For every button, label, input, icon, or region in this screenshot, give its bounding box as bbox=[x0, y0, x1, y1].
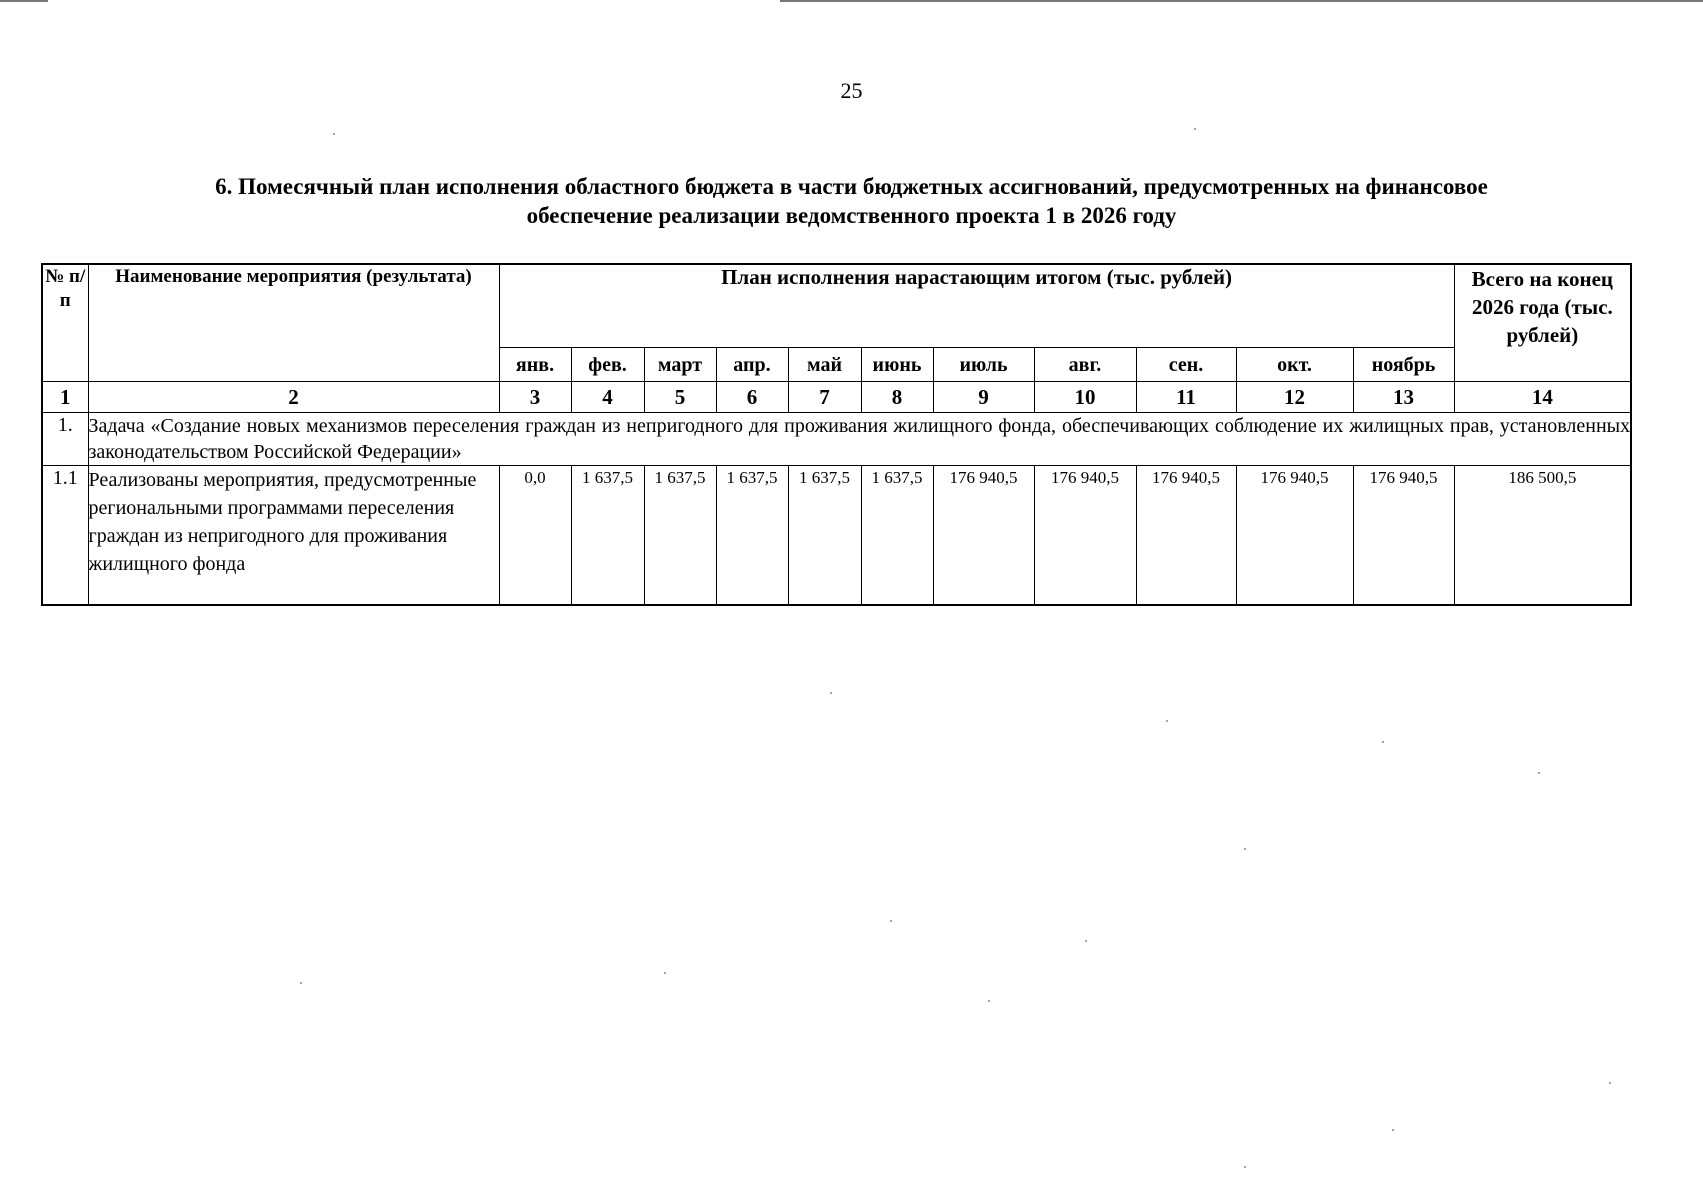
value-cell: 1 637,5 bbox=[788, 466, 861, 606]
month-header: март bbox=[644, 348, 716, 382]
scan-speck bbox=[1538, 772, 1540, 774]
value-cell: 176 940,5 bbox=[1034, 466, 1136, 606]
month-header: сен. bbox=[1136, 348, 1236, 382]
month-header: авг. bbox=[1034, 348, 1136, 382]
heading-line-2: обеспечение реализации ведомственного проекта 1 в 2026 году bbox=[526, 203, 1177, 228]
value-cell: 1 637,5 bbox=[571, 466, 644, 606]
header-total: Всего на конец 2026 года (тыс. рублей) bbox=[1454, 264, 1631, 382]
heading-line-1: 6. Помесячный план исполнения областного бюджета в части бюджетных ассигнований, предусмотренных на финансовое bbox=[215, 174, 1488, 199]
value-cell: 176 940,5 bbox=[1136, 466, 1236, 606]
column-number: 2 bbox=[88, 382, 499, 413]
column-number: 8 bbox=[861, 382, 933, 413]
value-cell: 176 940,5 bbox=[1353, 466, 1454, 606]
column-number-row bbox=[42, 382, 1631, 413]
header-num: № п/п bbox=[42, 264, 88, 382]
month-header: июнь bbox=[861, 348, 933, 382]
column-number: 5 bbox=[644, 382, 716, 413]
page-number: 25 bbox=[840, 78, 863, 103]
budget-plan-table bbox=[41, 263, 1632, 606]
scan-speck bbox=[300, 982, 302, 984]
scan-speck bbox=[1392, 1129, 1394, 1131]
value-cell: 0,0 bbox=[499, 466, 571, 606]
section-heading bbox=[60, 172, 1643, 230]
value-cell: 1 637,5 bbox=[861, 466, 933, 606]
total-cell: 186 500,5 bbox=[1454, 466, 1631, 606]
column-number: 3 bbox=[499, 382, 571, 413]
value-cell: 176 940,5 bbox=[1236, 466, 1353, 606]
column-number: 10 bbox=[1034, 382, 1136, 413]
value-cell: 1 637,5 bbox=[644, 466, 716, 606]
result-name: Реализованы мероприятия, предусмотренные региональными программами переселения граждан из непригодного для проживания жилищного фонда bbox=[88, 466, 499, 606]
column-number: 14 bbox=[1454, 382, 1631, 413]
result-row bbox=[42, 466, 1631, 606]
scan-speck bbox=[1194, 128, 1196, 130]
scan-speck bbox=[1085, 940, 1087, 942]
result-number: 1.1 bbox=[42, 466, 88, 606]
month-header: апр. bbox=[716, 348, 788, 382]
column-number: 13 bbox=[1353, 382, 1454, 413]
scan-top-line-left bbox=[0, 0, 48, 2]
column-number: 7 bbox=[788, 382, 861, 413]
value-cell: 176 940,5 bbox=[933, 466, 1034, 606]
scan-speck bbox=[830, 692, 832, 694]
scan-speck bbox=[1382, 741, 1384, 743]
header-name: Наименование мероприятия (результата) bbox=[88, 264, 499, 382]
column-number: 4 bbox=[571, 382, 644, 413]
month-header: май bbox=[788, 348, 861, 382]
task-number: 1. bbox=[42, 413, 88, 466]
column-number: 1 bbox=[42, 382, 88, 413]
scan-speck bbox=[333, 133, 335, 135]
column-number: 12 bbox=[1236, 382, 1353, 413]
scan-speck bbox=[1244, 848, 1246, 850]
month-header: июль bbox=[933, 348, 1034, 382]
scan-speck bbox=[890, 920, 892, 922]
scan-top-line-right bbox=[780, 0, 1703, 2]
column-number: 6 bbox=[716, 382, 788, 413]
month-header: окт. bbox=[1236, 348, 1353, 382]
month-header: ноябрь bbox=[1353, 348, 1454, 382]
scan-speck bbox=[1609, 1082, 1611, 1084]
scan-speck bbox=[1166, 720, 1168, 722]
month-header: фев. bbox=[571, 348, 644, 382]
column-number: 9 bbox=[933, 382, 1034, 413]
month-header: янв. bbox=[499, 348, 571, 382]
column-number: 11 bbox=[1136, 382, 1236, 413]
scan-speck bbox=[664, 972, 666, 974]
scan-speck bbox=[1244, 1166, 1246, 1168]
value-cell: 1 637,5 bbox=[716, 466, 788, 606]
task-text: Задача «Создание новых механизмов переселения граждан из непригодного для проживания жилищного фонда, обеспечивающих соблюдение их жилищных прав, установленных законодательством Российской Федерации» bbox=[88, 413, 1631, 466]
scan-speck bbox=[988, 1000, 990, 1002]
task-row bbox=[42, 413, 1631, 466]
header-row bbox=[42, 264, 1631, 348]
header-plan: План исполнения нарастающим итогом (тыс. рублей) bbox=[499, 264, 1454, 348]
